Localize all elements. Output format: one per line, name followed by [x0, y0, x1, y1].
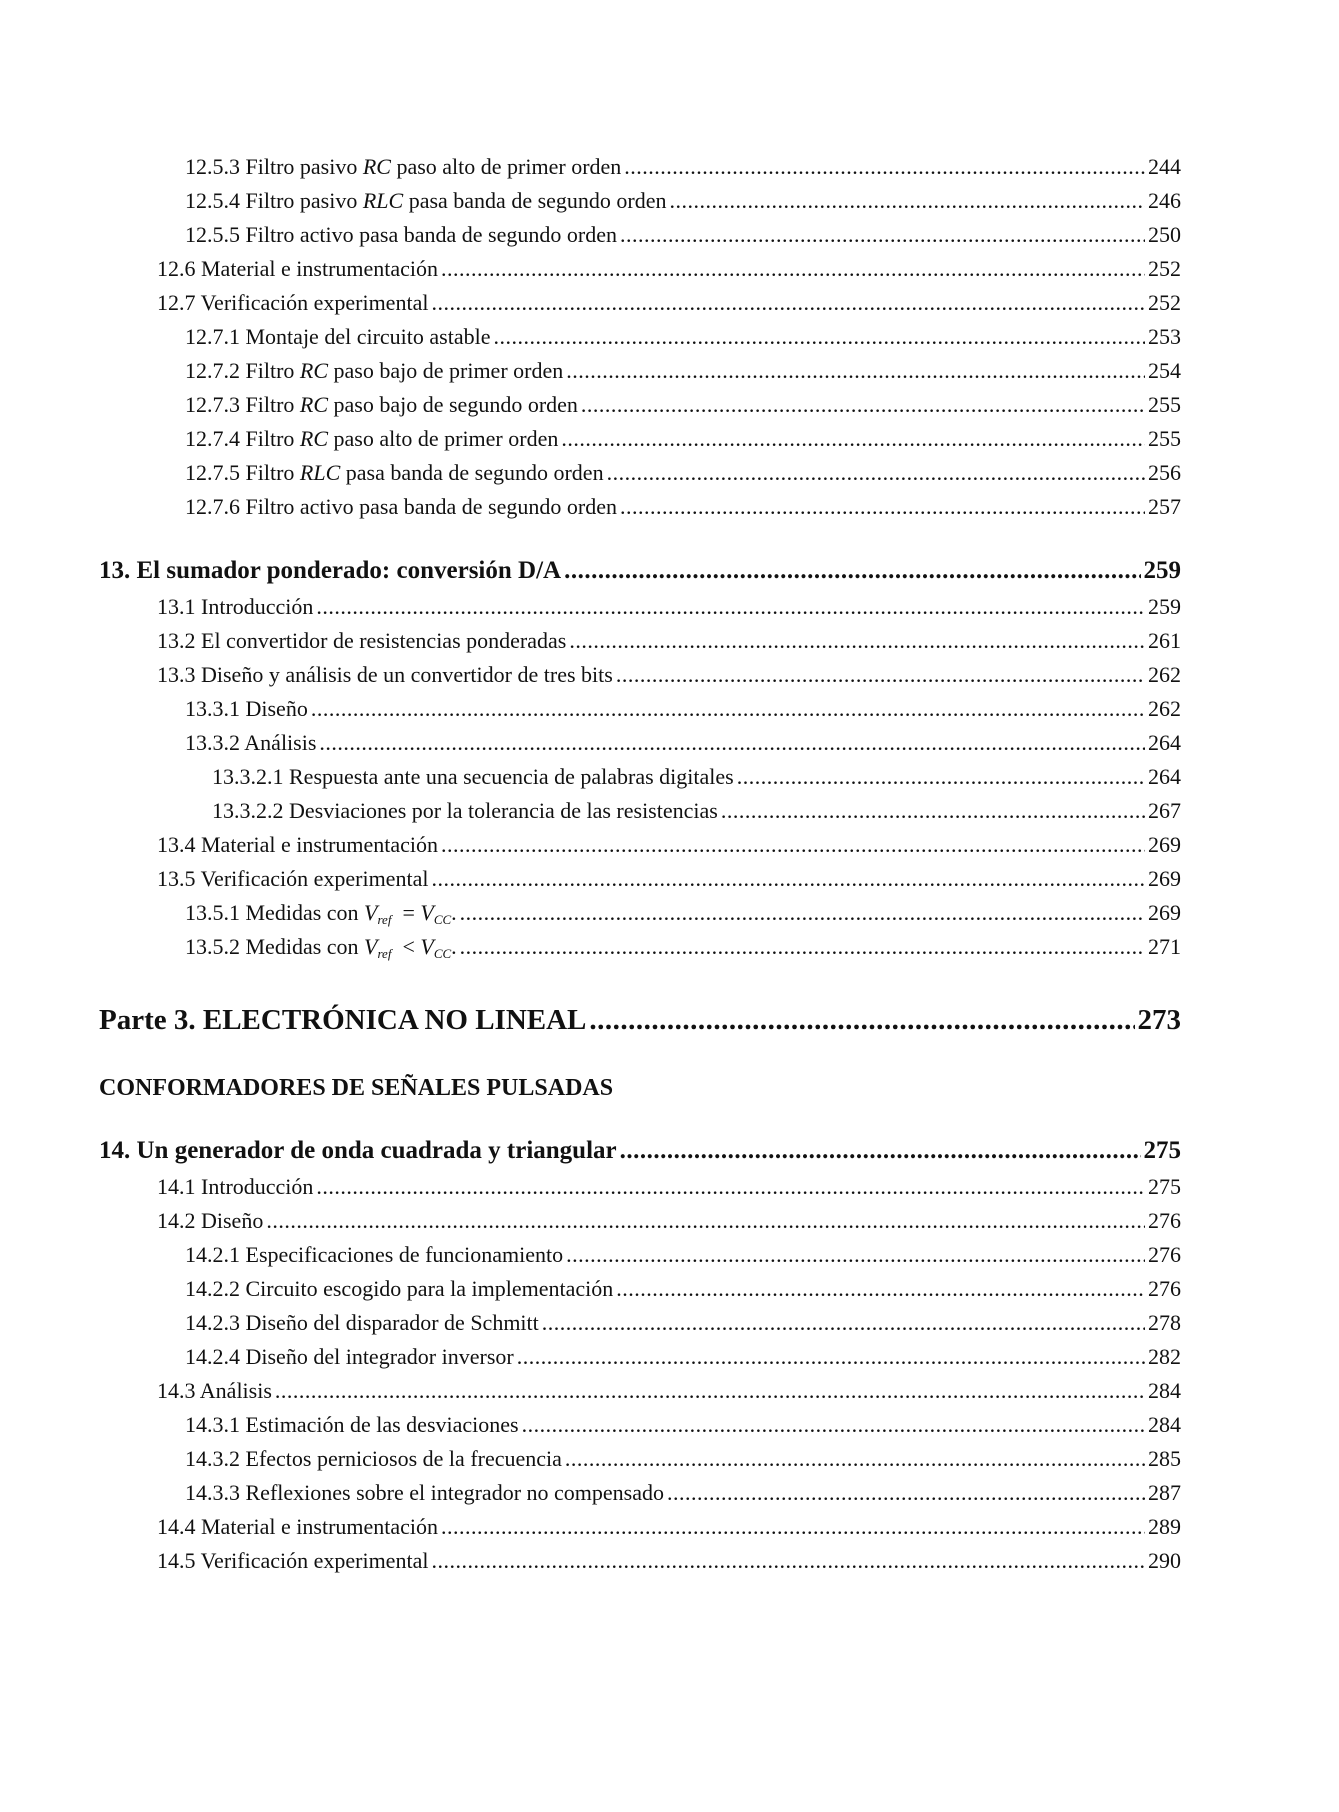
dot-leader — [441, 828, 1145, 862]
dot-leader — [620, 490, 1145, 524]
toc-entry-title: 12.7.5 Filtro RLC pasa banda de segundo orden — [185, 460, 604, 485]
toc-entry-14-1[interactable] — [99, 1170, 1181, 1204]
toc-entry-title: 14.3.3 Reflexiones sobre el integrador no compensado — [185, 1480, 664, 1505]
dot-leader — [319, 726, 1145, 760]
toc-entry-title: 12.6 Material e instrumentación — [157, 256, 439, 281]
page-number: 256 — [1148, 460, 1181, 485]
toc-entry-13-3-2-2[interactable] — [99, 794, 1181, 828]
toc-part-3[interactable] — [99, 998, 1181, 1042]
dot-leader — [517, 1340, 1145, 1374]
page-number: 259 — [1143, 557, 1181, 584]
toc-entry-title: 14.2.4 Diseño del integrador inversor — [185, 1344, 514, 1369]
dot-leader — [620, 218, 1145, 252]
dot-leader — [616, 1272, 1145, 1306]
page-number: 262 — [1148, 696, 1181, 721]
toc-entry-title: 14.3.2 Efectos perniciosos de la frecuencia — [185, 1446, 562, 1471]
page-number: 246 — [1148, 188, 1181, 213]
page-number: 276 — [1148, 1242, 1181, 1267]
dot-leader — [316, 1170, 1145, 1204]
toc-chapter-14[interactable] — [99, 1132, 1181, 1170]
toc-entry-title: 12.5.4 Filtro pasivo RLC pasa banda de segundo orden — [185, 188, 667, 213]
page-number: 269 — [1148, 866, 1181, 891]
toc-entry-title: 12.5.3 Filtro pasivo RC paso alto de primer orden — [185, 154, 622, 179]
toc-entry-14-5[interactable] — [99, 1544, 1181, 1578]
page-number: 276 — [1148, 1276, 1181, 1301]
page-number: 276 — [1148, 1208, 1181, 1233]
page-number: 287 — [1148, 1480, 1181, 1505]
page-number: 289 — [1148, 1514, 1181, 1539]
toc-entry-title: 13.5.1 Medidas con $V_{ref} = V_{CC}$. — [185, 900, 457, 927]
toc-entry-title: 13.3 Diseño y análisis de un convertidor de tres bits — [157, 662, 613, 687]
dot-leader — [542, 1306, 1145, 1340]
page-number: 282 — [1148, 1344, 1181, 1369]
toc-entry-14-2-2[interactable] — [99, 1272, 1181, 1306]
chapter-title: 13. El sumador ponderado: conversión D/A — [99, 557, 562, 584]
page-number: 264 — [1148, 764, 1181, 789]
page-number: 261 — [1148, 628, 1181, 653]
dot-leader — [721, 794, 1145, 828]
toc-entry-12-7-3[interactable] — [99, 388, 1181, 422]
toc-entry-title: 13.3.1 Diseño — [185, 696, 308, 721]
toc-entry-title: 14.5 Verificación experimental — [157, 1548, 429, 1573]
dot-leader — [564, 552, 1140, 590]
toc-entry-12-7-1[interactable] — [99, 320, 1181, 354]
toc-entry-14-2[interactable] — [99, 1204, 1181, 1238]
dot-leader — [275, 1374, 1145, 1408]
page-number: 244 — [1148, 154, 1181, 179]
chapter-title: 14. Un generador de onda cuadrada y triangular — [99, 1137, 617, 1164]
toc-entry-12-6[interactable] — [99, 252, 1181, 286]
toc-entry-12-7-6[interactable] — [99, 490, 1181, 524]
dot-leader — [561, 422, 1145, 456]
toc-entry-title: 14.3.1 Estimación de las desviaciones — [185, 1412, 519, 1437]
dot-leader — [667, 1476, 1145, 1510]
toc-entry-title: 12.7.6 Filtro activo pasa banda de segundo orden — [185, 494, 617, 519]
dot-leader — [737, 760, 1145, 794]
dot-leader — [311, 692, 1145, 726]
dot-leader — [670, 184, 1145, 218]
toc-entry-13-4[interactable] — [99, 828, 1181, 862]
toc-entry-12-5-3[interactable] — [99, 150, 1181, 184]
page-number: 284 — [1148, 1378, 1181, 1403]
dot-leader — [522, 1408, 1145, 1442]
page-number: 284 — [1148, 1412, 1181, 1437]
dot-leader — [493, 320, 1145, 354]
dot-leader — [441, 252, 1145, 286]
toc-entry-12-7[interactable] — [99, 286, 1181, 320]
page-number: 255 — [1148, 426, 1181, 451]
toc-entry-title: 13.3.2.2 Desviaciones por la tolerancia de las resistencias — [212, 798, 718, 823]
toc-entry-14-3-2[interactable] — [99, 1442, 1181, 1476]
toc-entry-title: 14.3 Análisis — [157, 1378, 272, 1403]
dot-leader — [607, 456, 1145, 490]
page-number: 273 — [1137, 1004, 1181, 1036]
toc-entry-13-3-2[interactable] — [99, 726, 1181, 760]
dot-leader — [565, 1442, 1145, 1476]
toc-entry-title: 13.3.2.1 Respuesta ante una secuencia de palabras digitales — [212, 764, 734, 789]
toc-entry-14-4[interactable] — [99, 1510, 1181, 1544]
toc-entry-13-5-1[interactable] — [99, 896, 1181, 930]
toc-entry-title: 12.5.5 Filtro activo pasa banda de segundo orden — [185, 222, 617, 247]
table-of-contents — [99, 150, 1181, 1578]
dot-leader — [581, 388, 1145, 422]
page-number: 255 — [1148, 392, 1181, 417]
dot-leader — [566, 354, 1145, 388]
page-number: 250 — [1148, 222, 1181, 247]
toc-entry-14-3-1[interactable] — [99, 1408, 1181, 1442]
page-number: 262 — [1148, 662, 1181, 687]
page-number: 285 — [1148, 1446, 1181, 1471]
page-number: 252 — [1148, 290, 1181, 315]
toc-entry-14-2-4[interactable] — [99, 1340, 1181, 1374]
toc-entry-14-2-1[interactable] — [99, 1238, 1181, 1272]
page-number: 269 — [1148, 900, 1181, 925]
dot-leader — [589, 998, 1134, 1042]
page-number: 254 — [1148, 358, 1181, 383]
toc-entry-title: 13.5 Verificación experimental — [157, 866, 429, 891]
toc-entry-13-2[interactable] — [99, 624, 1181, 658]
toc-entry-title: 13.5.2 Medidas con $V_{ref} < V_{CC}$. — [185, 934, 457, 961]
dot-leader — [460, 896, 1145, 930]
page-number: 271 — [1148, 934, 1181, 959]
toc-entry-14-2-3[interactable] — [99, 1306, 1181, 1340]
toc-entry-title: 14.2 Diseño — [157, 1208, 264, 1233]
dot-leader — [616, 658, 1145, 692]
toc-entry-title: 12.7.2 Filtro RC paso bajo de primer orden — [185, 358, 564, 383]
toc-entry-title: 14.4 Material e instrumentación — [157, 1514, 439, 1539]
toc-entry-14-3-3[interactable] — [99, 1476, 1181, 1510]
toc-entry-title: 12.7.1 Montaje del circuito astable — [185, 324, 491, 349]
toc-entry-13-3-2-1[interactable] — [99, 760, 1181, 794]
toc-entry-12-7-5[interactable] — [99, 456, 1181, 490]
dot-leader — [569, 624, 1145, 658]
toc-entry-13-5[interactable] — [99, 862, 1181, 896]
toc-entry-title: 13.4 Material e instrumentación — [157, 832, 439, 857]
toc-entry-13-3-1[interactable] — [99, 692, 1181, 726]
page-number: 278 — [1148, 1310, 1181, 1335]
toc-entry-13-3[interactable] — [99, 658, 1181, 692]
toc-entry-title: 14.2.1 Especificaciones de funcionamiento — [185, 1242, 564, 1267]
toc-entry-13-1[interactable] — [99, 590, 1181, 624]
page-number: 252 — [1148, 256, 1181, 281]
toc-entry-title: 13.1 Introducción — [157, 594, 314, 619]
dot-leader — [431, 286, 1145, 320]
dot-leader — [431, 1544, 1145, 1578]
page-number: 275 — [1148, 1174, 1181, 1199]
toc-entry-12-5-5[interactable] — [99, 218, 1181, 252]
page-number: 259 — [1148, 594, 1181, 619]
toc-entry-13-5-2[interactable] — [99, 930, 1181, 964]
toc-entry-12-7-2[interactable] — [99, 354, 1181, 388]
toc-entry-12-5-4[interactable] — [99, 184, 1181, 218]
page-number: 257 — [1148, 494, 1181, 519]
toc-chapter-13[interactable] — [99, 552, 1181, 590]
page-number: 267 — [1148, 798, 1181, 823]
toc-entry-title: 14.1 Introducción — [157, 1174, 314, 1199]
dot-leader — [316, 590, 1145, 624]
toc-entry-title: 12.7.4 Filtro RC paso alto de primer orden — [185, 426, 559, 451]
page-number: 253 — [1148, 324, 1181, 349]
page-number: 290 — [1148, 1548, 1181, 1573]
dot-leader — [566, 1238, 1145, 1272]
toc-entry-title: 13.2 El convertidor de resistencias ponderadas — [157, 628, 567, 653]
toc-entry-title: 12.7.3 Filtro RC paso bajo de segundo orden — [185, 392, 578, 417]
toc-entry-14-3[interactable] — [99, 1374, 1181, 1408]
dot-leader — [266, 1204, 1145, 1238]
dot-leader — [441, 1510, 1145, 1544]
dot-leader — [620, 1132, 1141, 1170]
toc-entry-title: 14.2.3 Diseño del disparador de Schmitt — [185, 1310, 539, 1335]
toc-entry-title: 12.7 Verificación experimental — [157, 290, 429, 315]
dot-leader — [624, 150, 1145, 184]
page-number: 264 — [1148, 730, 1181, 755]
page-number: 275 — [1143, 1137, 1181, 1164]
part-title: Parte 3. ELECTRÓNICA NO LINEAL — [99, 1004, 587, 1036]
toc-entry-12-7-4[interactable] — [99, 422, 1181, 456]
section-heading: CONFORMADORES DE SEÑALES PULSADAS — [99, 1075, 614, 1101]
toc-entry-title: 14.2.2 Circuito escogido para la implementación — [185, 1276, 614, 1301]
page-number: 269 — [1148, 832, 1181, 857]
dot-leader — [431, 862, 1145, 896]
dot-leader — [460, 930, 1145, 964]
toc-entry-title: 13.3.2 Análisis — [185, 730, 317, 755]
